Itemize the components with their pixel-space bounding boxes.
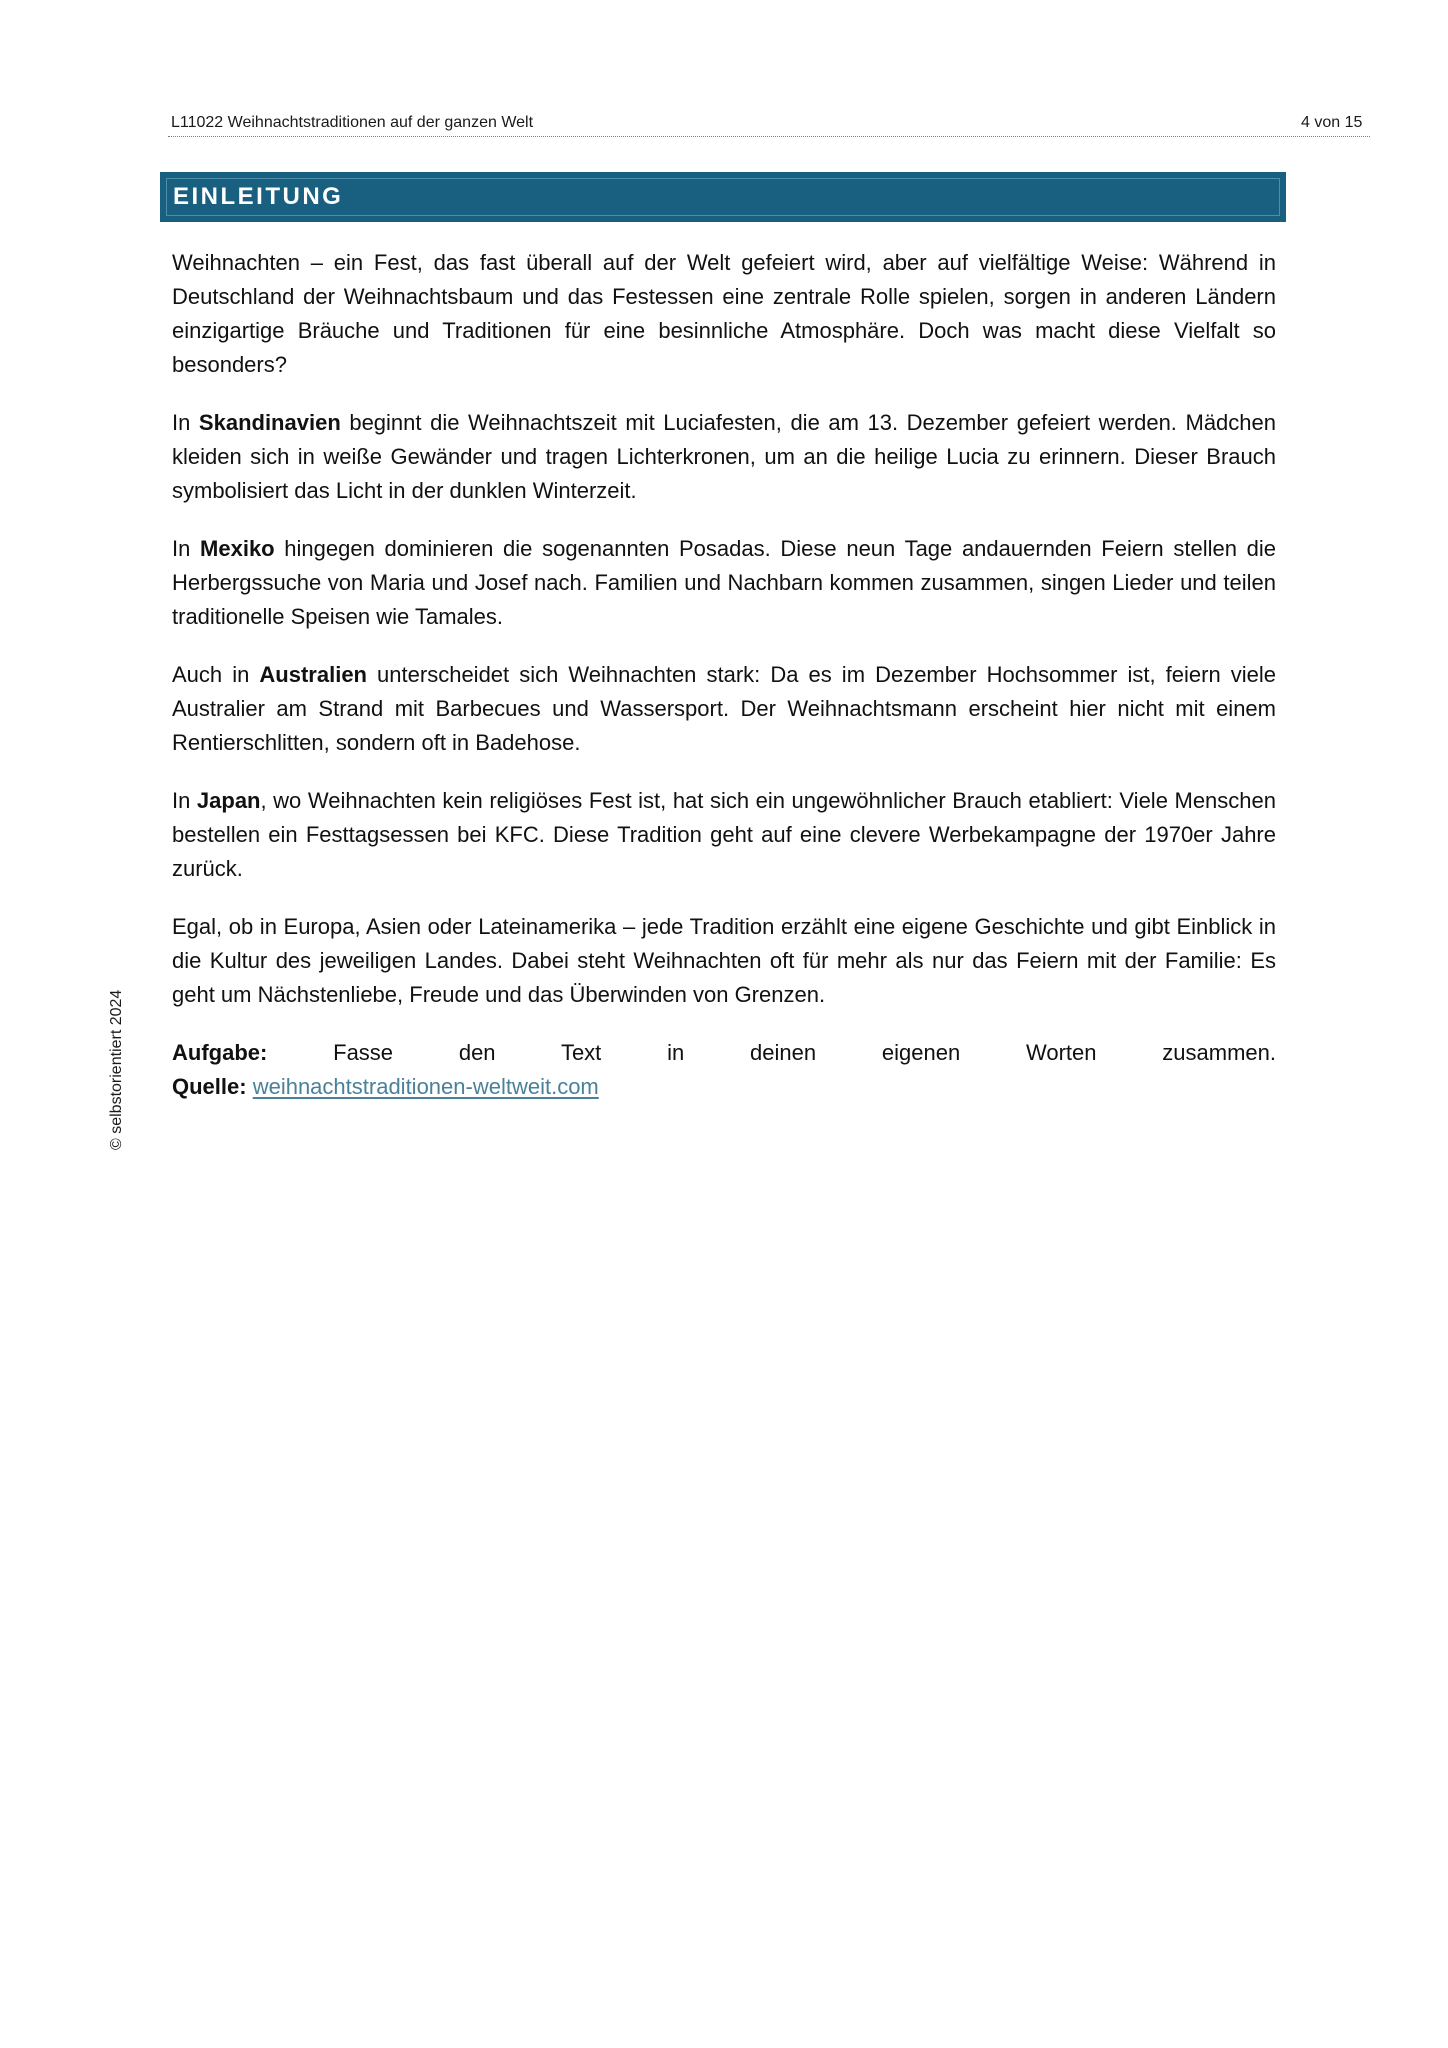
paragraph-text: In — [172, 410, 199, 435]
paragraph-australien — [172, 658, 1276, 760]
paragraph-text: hingegen dominieren die sogenannten Posadas. Diese neun Tage andauernden Feiern stellen die Herbergssuche von Maria und Josef nach. Familien und Nachbarn kommen zusammen, singen Lieder und teilen traditionelle Speisen wie Tamales. — [172, 536, 1276, 629]
paragraph-conclusion — [172, 910, 1276, 1012]
paragraph-keyword: Mexiko — [200, 536, 275, 561]
paragraph-text: In — [172, 536, 201, 561]
section-heading-bar — [160, 172, 1286, 222]
paragraph-text: unterscheidet sich Weihnachten stark: Da es im Dezember Hochsommer ist, feiern viele Australier am Strand mit Barbecues und Wassersport. Der Weihnachtsmann erscheint hier nicht mit einem Rentierschlitten, sondern oft in Badehose. — [172, 662, 1277, 755]
paragraph-mexiko — [172, 532, 1276, 634]
paragraph-text: Egal, ob in Europa, Asien oder Lateinamerika – jede Tradition erzählt eine eigene Geschichte und gibt Einblick in die Kultur des jeweiligen Landes. Dabei steht Weihnachten oft für mehr als nur das Feiern mit der Familie: Es geht um Nächstenliebe, Freude und das Überwinden von Grenzen. — [172, 914, 1276, 1007]
source-label: Quelle: — [172, 1074, 247, 1099]
section-title: EINLEITUNG — [173, 183, 344, 210]
paragraph-keyword: Japan — [196, 788, 261, 813]
paragraph-keyword: Skandinavien — [198, 410, 341, 435]
document-title: L11022 Weihnachtstraditionen auf der ganzen Welt — [171, 114, 534, 131]
paragraph-text: Auch in — [172, 662, 260, 687]
paragraph-text: In — [172, 788, 197, 813]
source-link[interactable]: weihnachtstraditionen-weltweit.com — [252, 1074, 599, 1099]
task-text: Fasse den Text in deinen eigenen Worten zusammen. — [267, 1040, 1276, 1065]
paragraph-skandinavien — [172, 406, 1276, 508]
task-instruction — [172, 1036, 1276, 1070]
page-header — [168, 112, 1370, 137]
task-label: Aufgabe: — [172, 1040, 268, 1065]
paragraph-japan — [172, 784, 1276, 886]
source-citation — [172, 1070, 1276, 1104]
paragraph-text: beginnt die Weihnachtszeit mit Luciafesten, die am 13. Dezember gefeiert werden. Mädchen kleiden sich in weiße Gewänder und tragen Lichterkronen, um an die heilige Lucia zu erinnern. Dieser Brauch symbolisiert das Licht in der dunklen Winterzeit. — [172, 410, 1276, 503]
paragraph-keyword: Australien — [259, 662, 367, 687]
body-text — [172, 246, 1276, 1104]
page-number: 4 von 15 — [1301, 114, 1363, 131]
paragraph-text: Weihnachten – ein Fest, das fast überall auf der Welt gefeiert wird, aber auf vielfältige Weise: Während in Deutschland der Weihnachtsbaum und das Festessen eine zentrale Rolle spielen, sorgen in anderen Ländern einzigartige Bräuche und Traditionen für eine besinnliche Atmosphäre. Doch was macht diese Vielfalt so besonders? — [172, 250, 1276, 377]
paragraph-intro — [172, 246, 1276, 382]
paragraph-text: , wo Weihnachten kein religiöses Fest ist, hat sich ein ungewöhnlicher Brauch etabliert: Viele Menschen bestellen ein Festtagsessen bei KFC. Diese Tradition geht auf eine clevere Werbekampagne der 1970er Jahre zurück. — [172, 788, 1276, 881]
copyright-notice: © selbstorientiert 2024 — [108, 989, 125, 1150]
